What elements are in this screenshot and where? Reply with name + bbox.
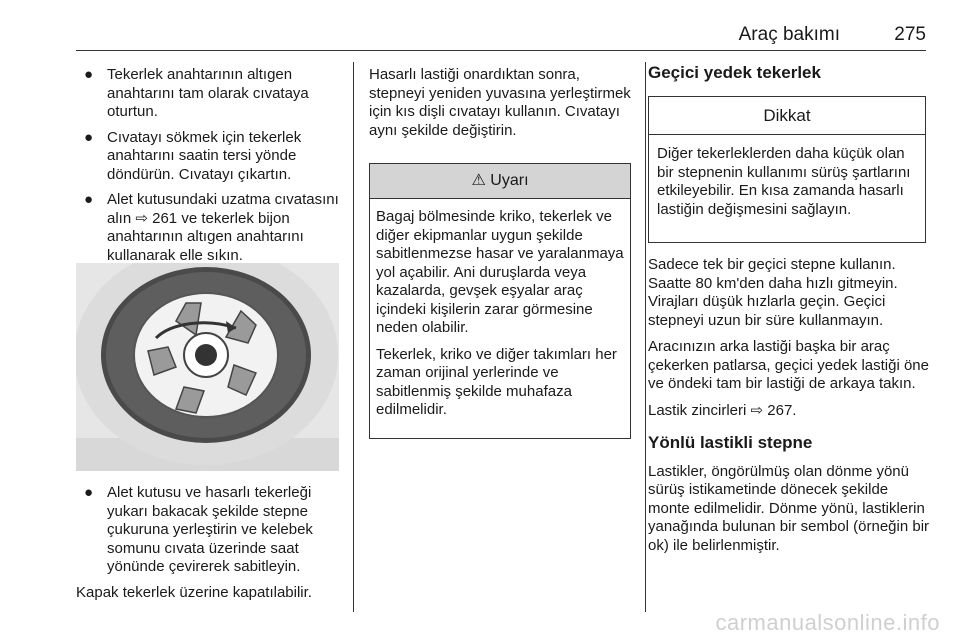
list-item-text: Alet kutusundaki uzatma cıvatasını alın	[107, 191, 339, 227]
warning-header	[370, 164, 630, 199]
notice-title: Dikkat	[649, 97, 925, 135]
paragraph	[648, 402, 930, 421]
list-item: ● Cıvatayı sökmek için tekerlek anahtarını saatin tersi yönde döndürün. Cıvatayı çıkartın.	[84, 128, 302, 183]
page-reference[interactable]: 267.	[767, 401, 797, 419]
spare-wheel-drawing	[76, 263, 339, 471]
warning-paragraph: Bagaj bölmesinde kriko, tekerlek ve diğer ekipmanlar uygun şekilde sabitlenmezse hasar ve yaralanmaya yol açabilir. Ani duruşlarda veya kazalarda, gevşek eşyalar araç içindeki kişilerin zarar görmesine neden olabilir.	[376, 208, 624, 336]
page-reference[interactable]: 261	[152, 209, 178, 227]
section-title: Araç bakımı	[738, 24, 840, 45]
paragraph: Aracınızın arka lastiği başka bir araç çekerken patlarsa, geçici yedek lastiği öne ve öndeki tam bir lastiği de arkaya takın.	[648, 338, 929, 392]
closing-text: Kapak tekerlek üzerine kapatılabilir.	[76, 583, 312, 601]
warning-icon: ⚠	[471, 172, 486, 189]
column-2	[369, 66, 631, 148]
column-3-heading	[648, 64, 928, 83]
column-1	[76, 66, 346, 272]
list-item-text: ve tekerlek bijon anahtarının altıgen anahtarını kullanarak elle sıkın.	[107, 209, 304, 264]
warning-body	[370, 199, 630, 420]
spare-wheel-illustration	[76, 263, 339, 471]
column-divider	[353, 62, 354, 612]
list-item: ● Tekerlek anahtarının altıgen anahtarını tam olarak cıvataya oturtun.	[84, 66, 309, 120]
page-number: 275	[894, 24, 926, 45]
notice-box	[648, 96, 926, 243]
warning-paragraph: Tekerlek, kriko ve diğer takımları her zaman orijinal yerlerinde ve sabitlenmiş şekilde muhafaza edilmelidir.	[376, 345, 617, 418]
warning-box	[369, 163, 631, 439]
paragraph: Lastikler, öngörülmüş olan dönme yönü sürüş istikametinde dönecek şekilde monte edilmelidir. Dönme yönü, lastiklerin yanağında bulunan bir sembol (örneğin bir ok) ile belirlenmiştir.	[648, 462, 930, 554]
list-item-text: Alet kutusu ve hasarlı tekerleği yukarı bakacak şekilde stepne çukuruna yerleştirin ve kelebek somunu cıvata üzerinde saat yönünde çevirerek sabitleyin.	[107, 484, 313, 575]
watermark: carmanualsonline.info	[715, 610, 940, 635]
paragraph: Sadece tek bir geçici stepne kullanın. Saatte 80 km'den daha hızlı gitmeyin. Virajları düşük hızlarla geçin. Geçici stepneyi uzun bir süre kullanmayın.	[648, 256, 898, 329]
subsection-heading: Yönlü lastikli stepne	[648, 433, 813, 452]
list-item-text: Tekerlek anahtarının altıgen anahtarını tam olarak cıvataya oturtun.	[107, 66, 309, 120]
intro-paragraph: Hasarlı lastiği onardıktan sonra, stepneyi yeniden yuvasına yerleştirmek için kıs dişli cıvatayı kullanın. Cıvatayı aynı şekilde değiştirin.	[369, 66, 631, 139]
column-divider	[645, 62, 646, 612]
page-header	[76, 22, 926, 51]
arrow-ref-icon: ⇨	[750, 401, 764, 419]
section-heading: Geçici yedek tekerlek	[648, 63, 821, 82]
list-item-text: Cıvatayı sökmek için tekerlek anahtarını saatin tersi yönde döndürün. Cıvatayı çıkartın.	[107, 128, 302, 183]
notice-body: Diğer tekerleklerden daha küçük olan bir stepnenin kullanımı sürüş şartlarını etkileyebilir. En kısa zamanda hasarlı lastiğin değişmesini sağlayın.	[657, 145, 911, 218]
column-3	[648, 256, 930, 563]
warning-title: Uyarı	[490, 172, 529, 189]
chains-text: Lastik zincirleri	[648, 401, 747, 419]
column-1-lower	[76, 484, 346, 610]
list-item: ● Alet kutusu ve hasarlı tekerleği yukarı bakacak şekilde stepne çukuruna yerleştirin ve kelebek somunu cıvata üzerinde saat yönünde çevirerek sabitleyin.	[84, 484, 313, 575]
list-item: ● Alet kutusundaki uzatma cıvatasını alın ⇨ 261 ve tekerlek bijon anahtarının altıgen anahtarını kullanarak elle sıkın.	[84, 191, 339, 264]
arrow-ref-icon: ⇨	[135, 209, 148, 227]
